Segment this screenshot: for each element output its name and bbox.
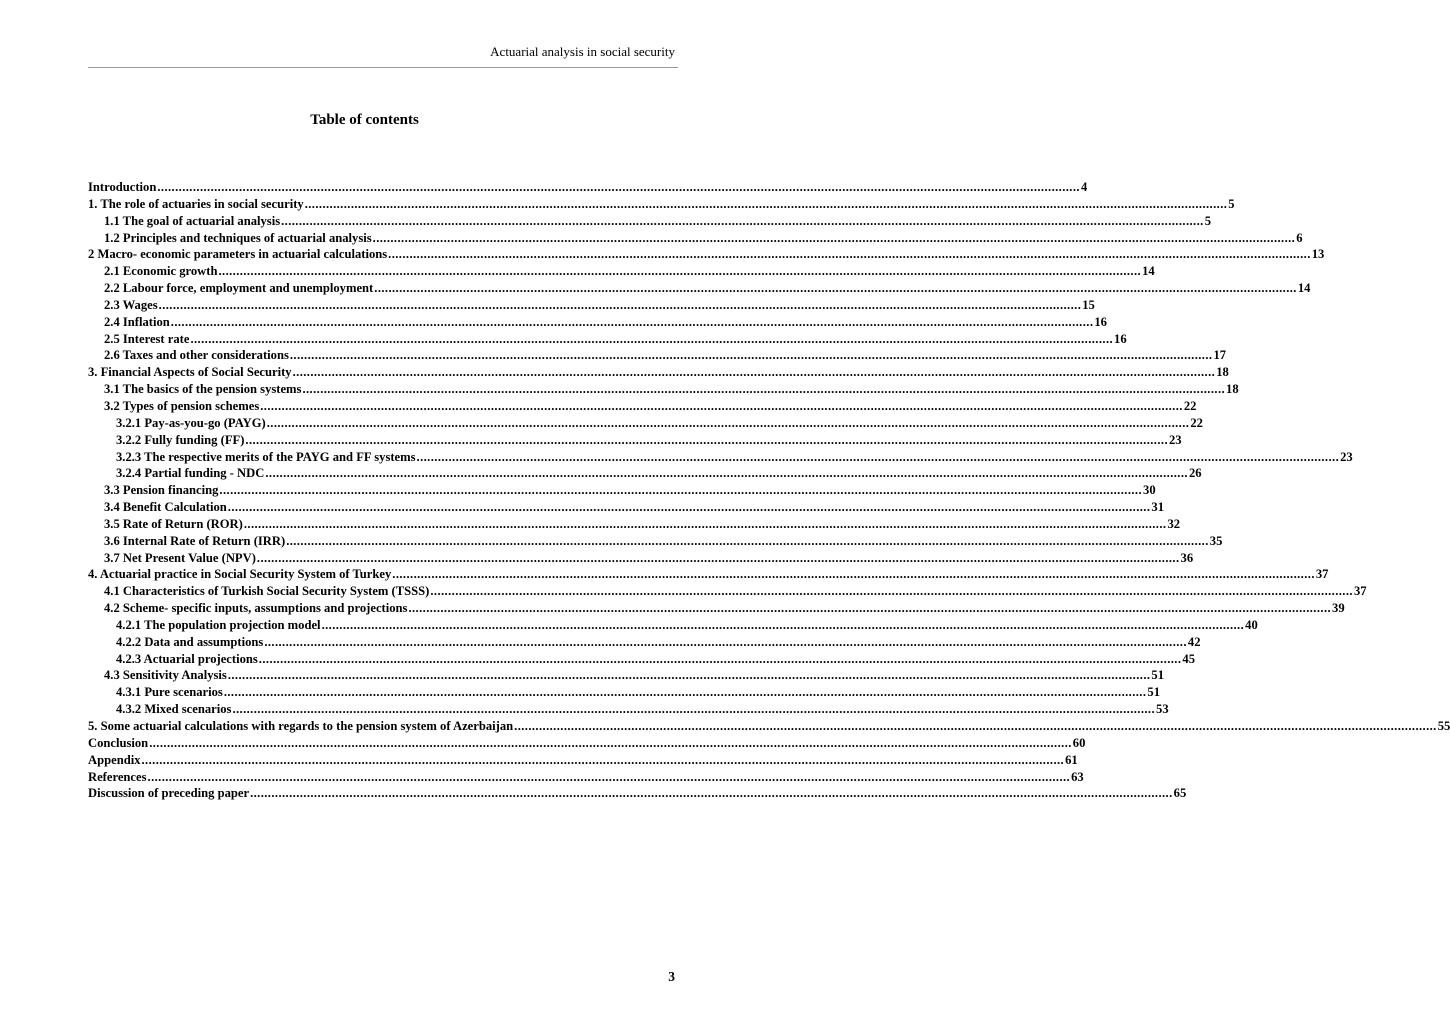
toc-entry-label: 3. Financial Aspects of Social Security [88,365,292,380]
toc-dot-leader: .................................................................................................................................................................................................................................................................... [266,415,1190,430]
toc-dot-leader: .................................................................................................................................................................................................................................................................... [243,516,1167,531]
toc-entry-page: 6 [1296,230,1303,245]
toc-entry[interactable] [88,785,1187,802]
toc-dot-leader: .................................................................................................................................................................................................................................................................... [264,634,1187,649]
toc-dot-leader: .................................................................................................................................................................................................................................................................... [374,281,1297,296]
toc-entry-label: 4.2.3 Actuarial projections [116,651,258,666]
toc-entry-label: 3.2.2 Fully funding (FF) [116,432,245,447]
toc-entry-page: 65 [1173,786,1187,801]
running-header: Actuarial analysis in social security [490,44,675,59]
toc-dot-leader: .................................................................................................................................................................................................................................................................... [321,617,1245,632]
toc-entry[interactable] [88,684,1160,701]
toc-entry-page: 5 [1204,213,1211,228]
toc-entry-page: 18 [1226,382,1239,397]
toc-entry[interactable] [88,213,1211,230]
toc-entry[interactable] [88,415,1203,432]
toc-entry-label: 2 Macro- economic parameters in actuarial calculations [88,247,388,262]
page-number: 3 [668,969,675,984]
toc-dot-leader: .................................................................................................................................................................................................................................................................... [372,230,1296,245]
toc-entry[interactable] [88,449,1353,466]
toc-dot-leader: .................................................................................................................................................................................................................................................................... [430,584,1353,599]
toc-dot-leader: .................................................................................................................................................................................................................................................................... [157,180,1080,194]
toc-entry[interactable] [88,246,1325,263]
toc-entry[interactable] [88,701,1169,718]
toc-entry-label: 2.4 Inflation [104,314,170,329]
toc-entry-page: 23 [1169,432,1182,447]
toc-entry-page: 26 [1188,466,1202,481]
toc-entry[interactable] [88,314,1107,331]
toc-dot-leader: .................................................................................................................................................................................................................................................................... [149,735,1072,750]
toc-dot-leader: .................................................................................................................................................................................................................................................................... [258,651,1182,666]
header-divider [88,67,678,68]
toc-entry[interactable] [88,735,1086,752]
toc-dot-leader: .................................................................................................................................................................................................................................................................... [289,348,1213,363]
toc-entry-label: References [88,769,147,784]
toc-dot-leader: .................................................................................................................................................................................................................................................................... [158,297,1082,312]
toc-dot-leader: .................................................................................................................................................................................................................................................................... [227,500,1151,515]
toc-entry-page: 16 [1114,331,1127,346]
toc-entry-label: 3.2.3 The respective merits of the PAYG and FF systems [116,449,416,464]
toc-entry-page: 35 [1209,533,1223,548]
toc-entry[interactable] [88,583,1367,600]
toc-entry-label: 2.6 Taxes and other considerations [104,348,289,363]
toc-entry-label: 2.2 Labour force, employment and unemployment [104,281,374,296]
toc-entry-label: 4. Actuarial practice in Social Security System of Turkey [88,567,392,582]
toc-entry-page: 4 [1080,180,1088,194]
toc-entry[interactable] [88,398,1197,415]
toc-entry-page: 42 [1187,634,1201,649]
toc-entry-label: 4.2.1 The population projection model [116,617,321,632]
toc-dot-leader: .................................................................................................................................................................................................................................................................... [416,449,1340,464]
toc-entry-page: 30 [1143,483,1156,498]
toc-entry-label: 1.2 Principles and techniques of actuarial analysis [104,230,372,245]
toc-entry-label: 2.3 Wages [104,297,158,312]
toc-entry[interactable] [88,516,1181,533]
toc-entry[interactable] [88,550,1194,567]
toc-entry-page: 45 [1182,651,1195,666]
toc-entry-label: 4.3.2 Mixed scenarios [116,702,232,717]
toc-entry[interactable] [88,280,1311,297]
toc-entry-page: 32 [1167,516,1181,531]
toc-entry[interactable] [88,179,1088,196]
toc-entry-label: 1. The role of actuaries in social security [88,196,304,211]
toc-entry[interactable] [88,651,1195,668]
toc-entry-page: 18 [1216,365,1229,380]
toc-entry-page: 37 [1353,584,1367,599]
toc-entry-page: 51 [1151,668,1165,683]
toc-entry-label: 4.3.1 Pure scenarios [116,685,223,700]
toc-entry-label: Discussion of preceding paper [88,786,250,801]
toc-entry-label: 3.2.1 Pay-as-you-go (PAYG) [116,415,266,430]
toc-entry-page: 60 [1072,735,1086,750]
toc-dot-leader: .................................................................................................................................................................................................................................................................... [141,752,1065,767]
toc-dot-leader: .................................................................................................................................................................................................................................................................... [256,550,1180,565]
toc-entry[interactable] [88,718,1450,735]
toc-entry-page: 53 [1156,702,1169,717]
toc-entry-label: 3.2 Types of pension schemes [104,398,260,413]
toc-dot-leader: .................................................................................................................................................................................................................................................................... [260,398,1183,413]
toc-entry-page: 15 [1082,297,1095,312]
toc-dot-leader: .................................................................................................................................................................................................................................................................... [223,685,1147,700]
toc-dot-leader: .................................................................................................................................................................................................................................................................... [245,432,1168,447]
toc-entry[interactable] [88,533,1223,550]
toc-entry-page: 39 [1332,601,1345,616]
toc-dot-leader: .................................................................................................................................................................................................................................................................... [281,213,1204,228]
toc-dot-leader: .................................................................................................................................................................................................................................................................... [232,702,1156,717]
toc-entry-label: 3.2.4 Partial funding - NDC [116,466,265,481]
toc-entry-page: 63 [1071,769,1084,784]
toc-dot-leader: .................................................................................................................................................................................................................................................................... [170,314,1094,329]
toc-dot-leader: .................................................................................................................................................................................................................................................................... [286,533,1209,548]
toc-entry[interactable] [88,347,1227,364]
toc-dot-leader: .................................................................................................................................................................................................................................................................... [388,247,1311,262]
toc-dot-leader: .................................................................................................................................................................................................................................................................... [265,466,1188,481]
toc-entry-label: Introduction [88,180,157,194]
toc-entry[interactable] [88,263,1155,280]
toc-entry-page: 17 [1213,348,1227,363]
toc-entry-label: Appendix [88,752,141,767]
toc-entry[interactable] [88,331,1127,348]
toc-dot-leader: .................................................................................................................................................................................................................................................................... [250,786,1173,801]
toc-entry-page: 55 [1437,719,1450,733]
toc-entry[interactable] [88,381,1239,398]
toc-entry-label: 4.3 Sensitivity Analysis [104,668,227,683]
toc-entry-label: 1.1 The goal of actuarial analysis [104,213,281,228]
toc-entry-label: Conclusion [88,735,149,750]
toc-entry[interactable] [88,769,1084,786]
toc-entry[interactable] [88,617,1258,634]
toc-dot-leader: .................................................................................................................................................................................................................................................................... [514,719,1437,733]
toc-entry[interactable] [88,600,1345,617]
toc-entry-label: 4.2 Scheme- specific inputs, assumptions and projections [104,601,408,616]
toc-dot-leader: .................................................................................................................................................................................................................................................................... [147,769,1071,784]
toc-entry-label: 3.4 Benefit Calculation [104,500,227,515]
toc-entry-page: 16 [1094,314,1107,329]
toc-dot-leader: .................................................................................................................................................................................................................................................................... [408,601,1332,616]
toc-entry-page: 36 [1180,550,1194,565]
toc-entry[interactable] [88,499,1164,516]
toc-entry[interactable] [88,364,1229,381]
toc-dot-leader: .................................................................................................................................................................................................................................................................... [392,567,1315,582]
toc-dot-leader: .................................................................................................................................................................................................................................................................... [218,264,1142,279]
toc-entry[interactable] [88,566,1329,583]
toc-entry-label: 2.5 Interest rate [104,331,190,346]
toc-entry[interactable] [88,482,1156,499]
toc-entry-page: 31 [1151,500,1164,515]
toc-entry[interactable] [88,297,1095,314]
toc-entry[interactable] [88,196,1235,213]
toc-entry[interactable] [88,667,1165,684]
toc-entry-page: 5 [1228,196,1235,211]
toc-entry-page: 23 [1340,449,1353,464]
toc-entry-page: 22 [1190,415,1203,430]
toc-dot-leader: .................................................................................................................................................................................................................................................................... [227,668,1151,683]
toc-entry[interactable] [88,465,1202,482]
toc-entry-label: 3.7 Net Present Value (NPV) [104,550,256,565]
toc-entry-label: 4.2.2 Data and assumptions [116,634,264,649]
toc-entry[interactable] [88,432,1182,449]
toc-entry-page: 51 [1147,685,1160,700]
toc-entry[interactable] [88,752,1078,769]
toc-entry-label: 3.6 Internal Rate of Return (IRR) [104,533,286,548]
toc-entry[interactable] [88,634,1201,651]
toc-dot-leader: .................................................................................................................................................................................................................................................................... [219,483,1143,498]
toc-entry-page: 14 [1142,264,1155,279]
toc-entry-page: 61 [1065,752,1078,767]
toc-entry-label: 3.1 The basics of the pension systems [104,382,302,397]
toc-entry[interactable] [88,230,1303,247]
toc-dot-leader: .................................................................................................................................................................................................................................................................... [190,331,1114,346]
toc-dot-leader: .................................................................................................................................................................................................................................................................... [302,382,1226,397]
toc-dot-leader: .................................................................................................................................................................................................................................................................... [304,196,1228,211]
toc-entry-page: 37 [1315,567,1329,582]
toc-entry-label: 4.1 Characteristics of Turkish Social Security System (TSSS) [104,584,430,599]
toc-entry-label: 5. Some actuarial calculations with regards to the pension system of Azerbaijan [88,719,514,733]
toc-entry-label: 3.5 Rate of Return (ROR) [104,516,243,531]
toc-entry-page: 40 [1245,617,1258,632]
table-of-contents [88,179,1450,802]
toc-entry-label: 2.1 Economic growth [104,264,218,279]
toc-entry-label: 3.3 Pension financing [104,483,219,498]
toc-title: Table of contents [310,112,419,128]
toc-entry-page: 14 [1297,281,1311,296]
toc-dot-leader: .................................................................................................................................................................................................................................................................... [292,365,1216,380]
toc-entry-page: 22 [1183,398,1197,413]
toc-entry-page: 13 [1311,247,1325,262]
